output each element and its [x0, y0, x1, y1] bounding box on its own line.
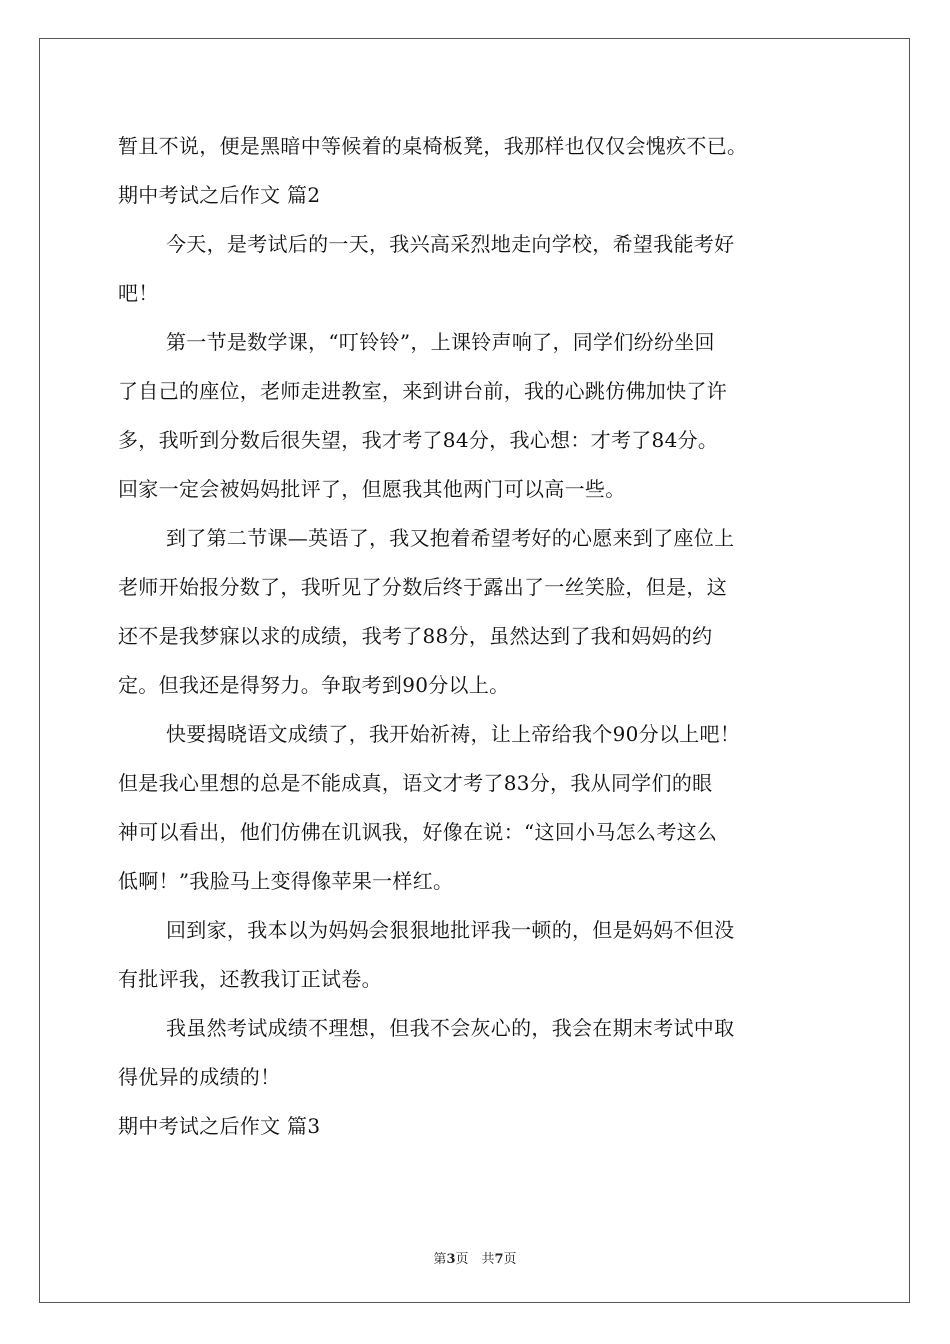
text-line: 回到家，我本以为妈妈会狠狠地批评我一顿的，但是妈妈不但没 — [166, 918, 735, 942]
footer-prefix: 第 — [433, 1252, 447, 1267]
text-line: 多，我听到分数后很失望，我才考了84分，我心想：才考了84分。 — [118, 428, 719, 452]
section-heading: 期中考试之后作文 篇2 — [118, 183, 321, 207]
current-page-number: 3 — [446, 1252, 456, 1267]
document-body — [118, 122, 838, 1151]
text-line: 今天，是考试后的一天，我兴高采烈地走向学校，希望我能考好 — [166, 232, 735, 256]
text-line: 了自己的座位，老师走进教室，来到讲台前，我的心跳仿佛加快了许 — [118, 379, 727, 403]
page-footer — [0, 1248, 950, 1267]
text-line: 暂且不说，便是黑暗中等候着的桌椅板凳，我那样也仅仅会愧疚不已。 — [118, 134, 748, 158]
total-pages-number: 7 — [494, 1252, 504, 1267]
text-line: 老师开始报分数了，我听见了分数后终于露出了一丝笑脸，但是，这 — [118, 575, 727, 599]
text-line: 但是我心里想的总是不能成真，语文才考了83分，我从同学们的眼 — [118, 771, 713, 795]
text-line: 快要揭晓语文成绩了，我开始祈祷，让上帝给我个90分以上吧！ — [166, 722, 741, 746]
text-line: 我虽然考试成绩不理想，但我不会灰心的，我会在期末考试中取 — [166, 1016, 735, 1040]
text-line: 神可以看出，他们仿佛在讥讽我，好像在说：“这回小马怎么考这么 — [118, 820, 718, 844]
section-heading: 期中考试之后作文 篇3 — [118, 1114, 321, 1138]
text-line: 还不是我梦寐以求的成绩，我考了88分，虽然达到了我和妈妈的约 — [118, 624, 713, 648]
footer-suffix: 页 — [503, 1252, 517, 1267]
text-line: 定。但我还是得努力。争取考到90分以上。 — [118, 673, 510, 697]
text-line: 得优异的成绩的！ — [118, 1065, 281, 1089]
text-line: 有批评我，还教我订正试卷。 — [118, 967, 382, 991]
footer-middle: 页 共 — [455, 1252, 495, 1267]
text-line: 到了第二节课—英语了，我又抱着希望考好的心愿来到了座位上 — [166, 526, 735, 550]
text-line: 回家一定会被妈妈批评了，但愿我其他两门可以高一些。 — [118, 477, 626, 501]
text-line: 低啊！”我脸马上变得像苹果一样红。 — [118, 869, 454, 893]
text-line: 吧！ — [118, 281, 159, 305]
text-line: 第一节是数学课，“叮铃铃”，上课铃声响了，同学们纷纷坐回 — [166, 330, 715, 354]
